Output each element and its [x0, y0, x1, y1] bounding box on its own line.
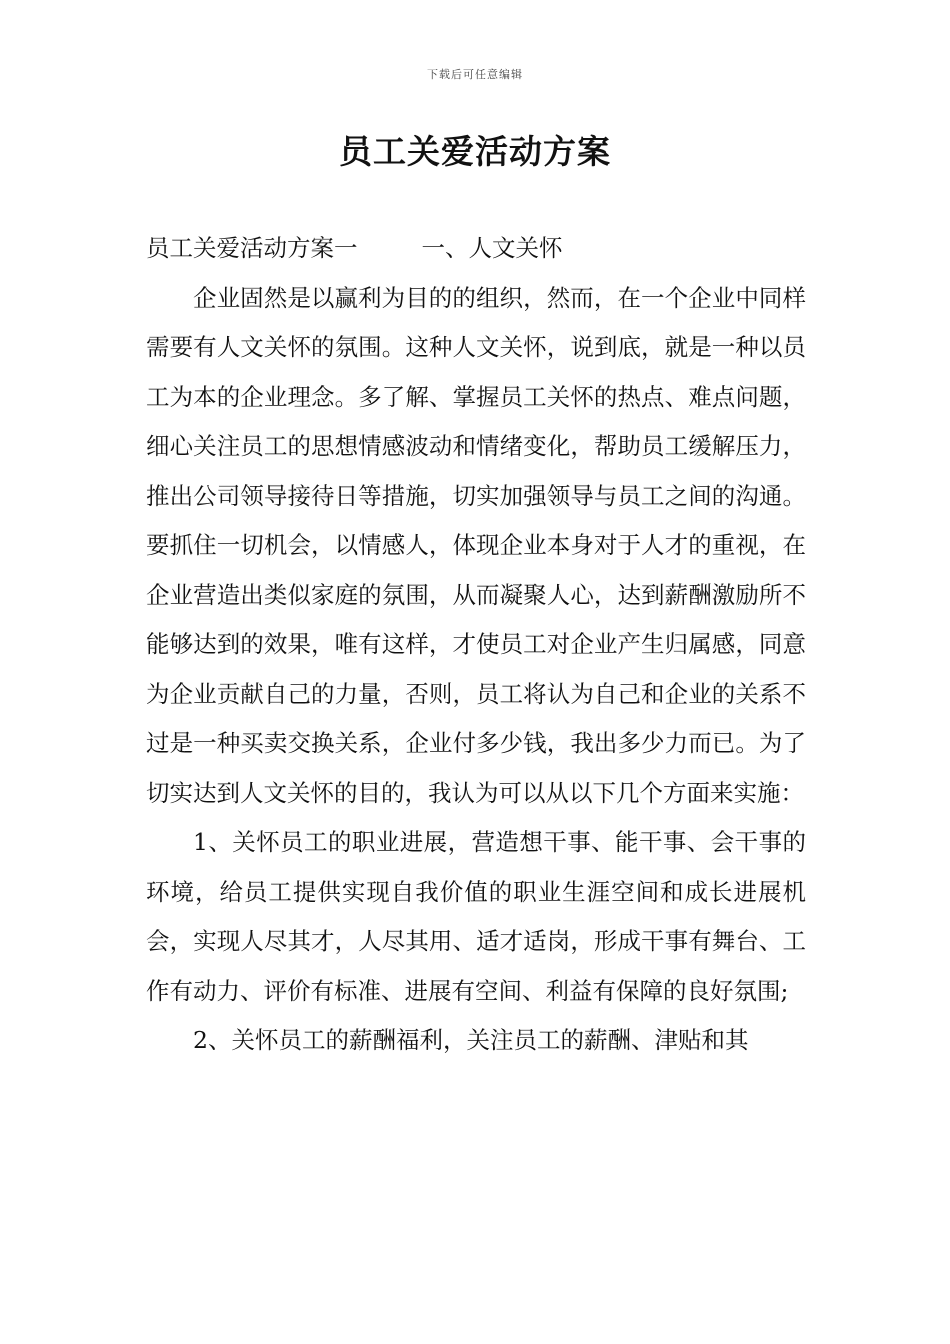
paragraph-compensation: 2、关怀员工的薪酬福利，关注员工的薪酬、津贴和其 [193, 1026, 749, 1054]
document-title: 员工关爱活动方案 [339, 132, 611, 171]
header-note: 下载后可任意编辑 [427, 68, 523, 81]
document-body [146, 224, 806, 1066]
section-heading: 一、人文关怀 [421, 234, 563, 262]
intro-label: 员工关爱活动方案一 [146, 234, 358, 262]
paragraph-humanistic-care: 企业固然是以赢利为目的的组织，然而，在一个企业中同样需要有人文关怀的氛围。这种人文关怀，说到底，就是一种以员工为本的企业理念。多了解、掌握员工关怀的热点、难点问题，细心关注员工的思想情感波动和情绪变化，帮助员工缓解压力，推出公司领导接待日等措施，切实加强领导与员工之间的沟通。要抓住一切机会，以情感人，体现企业本身对于人才的重视，在企业营造出类似家庭的氛围，从而凝聚人心，达到薪酬激励所不能够达到的效果，唯有这样，才使员工对企业产生归属感，同意为企业贡献自己的力量，否则，员工将认为自己和企业的关系不过是一种买卖交换关系，企业付多少钱，我出多少力而已。为了切实达到人文关怀的目的，我认为可以从以下几个方面来实施： [146, 283, 806, 807]
paragraph-career-development: 1、关怀员工的职业进展，营造想干事、能干事、会干事的环境，给员工提供实现自我价值的职业生涯空间和成长进展机会，实现人尽其才，人尽其用、适才适岗，形成干事有舞台、工作有动力、评价有标准、进展有空间、利益有保障的良好氛围; [146, 828, 806, 1005]
intro-line [146, 224, 806, 274]
